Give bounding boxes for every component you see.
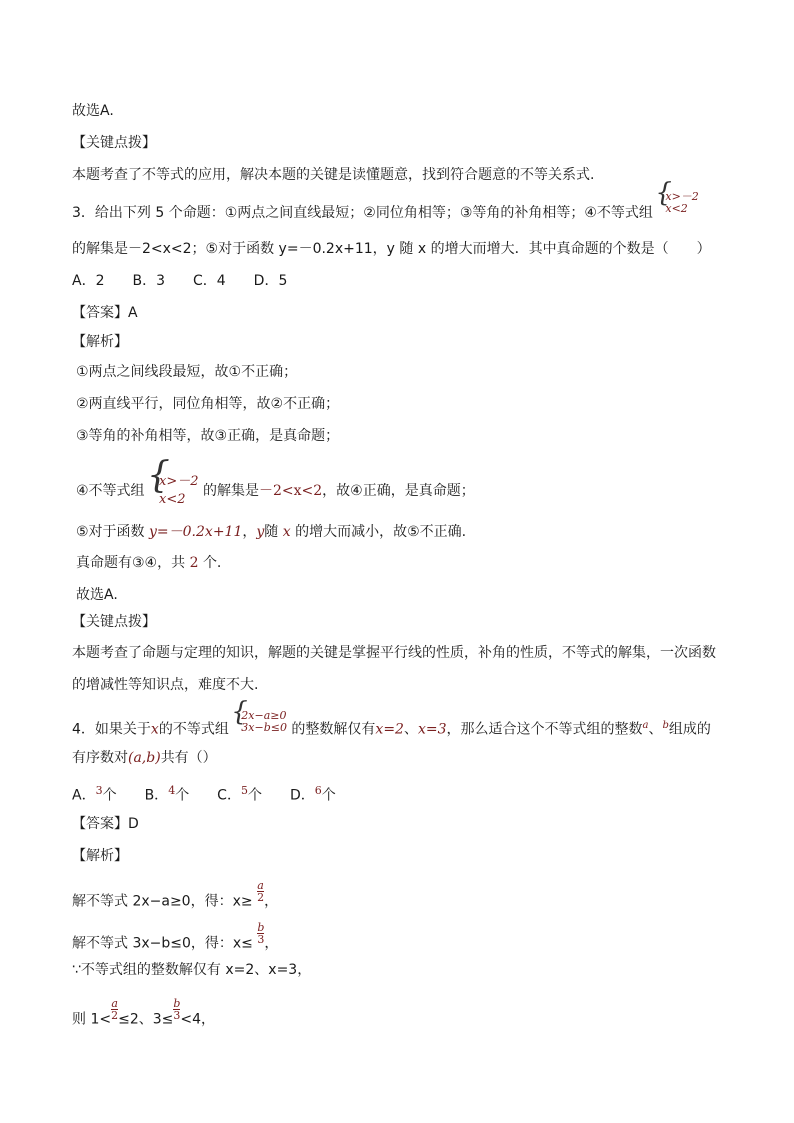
text: ≤2、3≤ [118,1011,174,1028]
numerator: b [173,997,181,1010]
text: ， [242,524,257,540]
paragraph [72,643,716,663]
text: 【关键点拨】 [72,614,156,630]
math: b [662,720,669,731]
solution-line [76,362,297,382]
text: ， [264,893,279,910]
conclusion-line [76,585,118,605]
solution-line [76,473,475,509]
math: x=3 [417,721,447,738]
math: a [642,720,649,731]
text: ⑤对于函数 [76,524,145,540]
text: 、 [403,721,418,738]
text: ，故④正确，是真命题； [322,483,475,499]
text: 个 B． [102,787,169,804]
math: 2 [189,555,199,571]
text: 3．给出下列 5 个命题：①两点之间直线最短；②同位角相等；③等角的补角相等；④不等式组 [72,205,653,221]
solution-line [72,921,279,955]
math: x=2 [375,721,404,738]
text: 【解析】 [72,334,128,350]
text: ①两点之间线段最短，故①不正确； [76,364,298,380]
numerator: a [111,997,118,1010]
text: 个. [202,555,222,571]
question-3-stem-cont [72,239,711,259]
question-4-stem-cont [72,748,217,768]
system-row: { 2x−a≥0 [241,708,287,722]
system-row: { x>－2 [159,474,199,489]
text: 故选A. [72,103,114,119]
conclusion-line [72,101,114,121]
math: y=－0.2x+11 [149,524,243,540]
system-row: { x>－2 [665,190,699,203]
text: 【答案】D [72,816,139,832]
solution-line [76,522,466,542]
text: ，那么适合这个不等式组的整数 [446,721,643,738]
text: 【答案】A [72,305,138,321]
solution-line [76,394,339,414]
text: 解不等式 2x−a≥0，得：x≥ [72,893,253,910]
math: x [150,721,159,738]
denominator: 2 [111,1009,119,1022]
text: ③等角的补角相等，故③正确，是真命题； [76,428,340,444]
system-row: x<2 [159,492,186,507]
denominator: 2 [257,891,265,904]
answer-label [72,303,138,323]
section-heading [72,612,156,632]
fraction [173,998,180,1021]
text: 故选A. [76,587,118,603]
text: 个 D． [247,787,315,804]
math: x [282,524,291,540]
text: A． [72,787,96,804]
solution-line [72,997,216,1031]
text: 随 [264,524,279,540]
text: 解不等式 3x−b≤0，得：x≤ [72,935,253,952]
text: 、 [648,721,663,738]
inequality-system [657,191,698,215]
analysis-label [72,332,128,352]
question-4-stem [72,708,711,742]
paragraph [72,675,258,695]
math: 5 [240,784,248,797]
math: 3 [95,784,103,797]
text: A．2 B．3 C．4 D．5 [72,273,288,289]
text: <4， [180,1011,216,1028]
text: 的增减性等知识点，难度不大. [72,677,259,693]
system-row: x<2 [665,202,688,215]
fraction [257,922,264,945]
question-3-options [72,271,287,291]
text: 的解集是 [202,483,259,499]
solution-line [72,960,311,980]
system-row: 3x−b≤0 [241,720,287,734]
text: 组成的 [668,721,711,738]
math: 6 [314,784,322,797]
answer-label [72,814,139,834]
denominator: 3 [173,1009,181,1022]
text: ∵不等式组的整数解仅有 x=2、x=3， [72,962,312,978]
text: 则 1< [72,1011,112,1028]
solution-line [72,879,279,913]
text: ， [264,935,279,952]
text: 个 [321,787,336,804]
inequality-system [149,473,199,509]
solution-line [76,553,221,573]
inequality-system [233,710,287,734]
text: ②两直线平行，同位角相等，故②不正确； [76,396,340,412]
text: 本题考查了命题与定理的知识，解题的关键是掌握平行线的性质，补角的性质，不等式的解集，一次函数 [72,645,716,661]
text: 【关键点拨】 [72,135,156,151]
text: 本题考查了不等式的应用，解决本题的关键是读懂题意，找到符合题意的不等关系式. [72,167,595,183]
text: 真命题有③④，共 [76,555,186,571]
numerator: a [257,879,264,892]
text: 的解集是－2<x<2；⑤对于函数 y=－0.2x+11，y 随 x 的增大而增大．其中真命题的个数是（ ） [72,241,711,257]
text: ④不等式组 [76,483,145,499]
text: 有序数对 [72,750,128,766]
math: －2<x<2 [258,483,323,499]
denominator: 3 [257,933,265,946]
math: (a,b) [128,750,161,766]
fraction [257,880,264,903]
analysis-label [72,846,128,866]
text: 的整数解仅有 [291,721,376,738]
text: 的不等式组 [158,721,229,738]
text: 共有（） [160,750,217,766]
section-heading [72,133,156,153]
text: 个 C． [175,787,241,804]
paragraph [72,165,594,185]
fraction [111,998,118,1021]
solution-line [76,426,339,446]
text: 【解析】 [72,848,128,864]
math: 4 [168,784,176,797]
text: 的增大而减小，故⑤不正确. [295,524,467,540]
question-4-options [72,781,336,806]
question-3-stem [72,190,699,225]
math: y [256,524,265,540]
numerator: b [257,921,265,934]
text: 4．如果关于 [72,721,151,738]
